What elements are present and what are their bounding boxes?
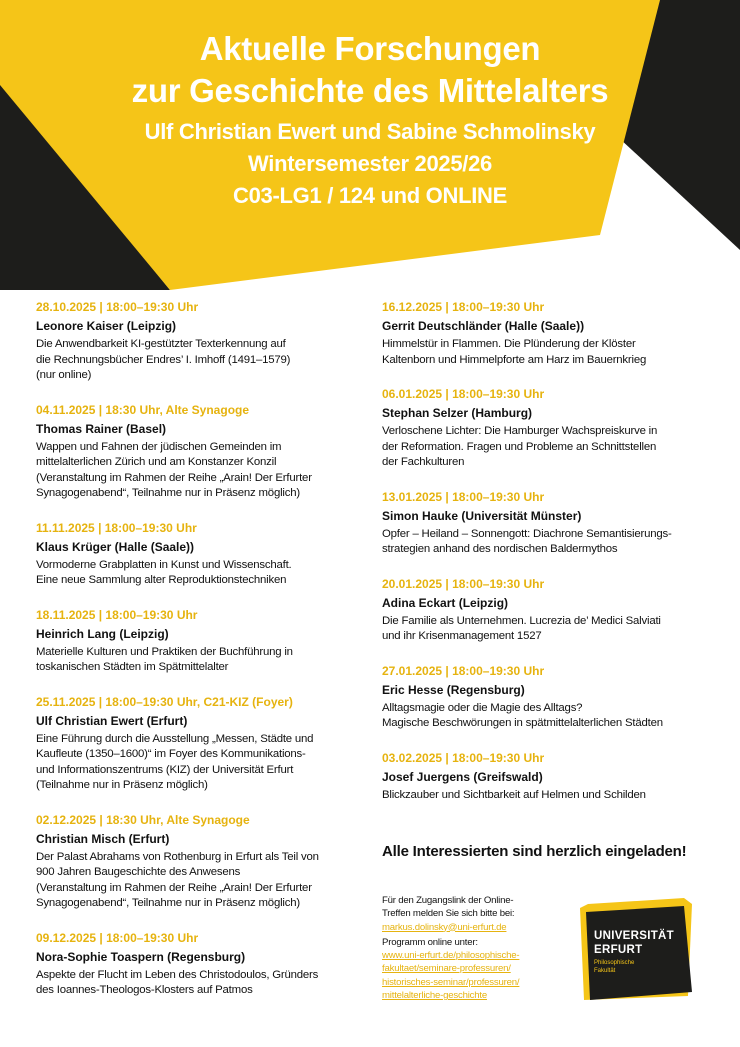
invitation-text: Alle Interessierten sind herzlich eingeladen! <box>382 843 687 860</box>
location: C03-LG1 / 124 und ONLINE <box>233 183 507 208</box>
event-item <box>36 608 354 676</box>
event-title: Opfer – Heiland – Sonnengott: Diachrone Semantisierungs- strategien anhand des nordischen Baldermythos <box>382 527 672 555</box>
event-item <box>382 577 712 645</box>
event-speaker: Simon Hauke (Universität Münster) <box>382 508 582 523</box>
logo-line-fakultaet: Fakultät <box>594 968 616 974</box>
event-speaker: Christian Misch (Erfurt) <box>36 831 170 846</box>
event-item <box>382 664 712 732</box>
event-speaker: Ulf Christian Ewert (Erfurt) <box>36 713 188 728</box>
event-title: Die Familie als Unternehmen. Lucrezia de’ Medici Salviati und ihr Krisenmanagement 1527 <box>382 614 661 642</box>
event-date: 16.12.2025 | 18:00–19:30 Uhr <box>382 300 545 314</box>
events-right-column <box>382 300 712 822</box>
event-item <box>36 300 354 384</box>
event-title: Aspekte der Flucht im Leben des Christodoulos, Gründers des Ioannes-Theologos-Klosters auf Patmos <box>36 968 319 996</box>
event-title: Der Palast Abrahams von Rothenburg in Erfurt als Teil von 900 Jahren Baugeschichte des Anwesens (Veranstaltung im Rahmen der Reihe „Arain! Der Erfurter Synagogenabend“, Teilnahme nur in Präsenz möglich) <box>36 850 319 909</box>
event-title: Wappen und Fahnen der jüdischen Gemeinden im mittelalterlichen Zürich und am Konstanzer Konzil (Veranstaltung im Rahmen der Reihe „Arain! Der Erfurter Synagogenabend“, Teilnahme nur in Präsenz möglich) <box>36 440 312 499</box>
event-title: Himmelstür in Flammen. Die Plünderung der Klöster Kaltenborn und Himmelpforte am Harz im Bauernkrieg <box>382 338 647 366</box>
page-title-line1: Aktuelle Forschungen <box>199 30 541 67</box>
event-date: 18.11.2025 | 18:00–19:30 Uhr <box>36 607 198 622</box>
zugang-text: Für den Zugangslink der Online- Treffen melden Sie sich bitte bei: <box>382 895 515 920</box>
event-title: Materielle Kulturen und Praktiken der Buchführung in toskanischen Städten im Spätmittelalter <box>36 645 293 673</box>
event-speaker: Heinrich Lang (Leipzig) <box>36 626 169 641</box>
event-speaker: Adina Eckart (Leipzig) <box>382 595 509 610</box>
event-speaker: Klaus Krüger (Halle (Saale)) <box>36 539 195 554</box>
event-speaker: Gerrit Deutschländer (Halle (Saale)) <box>382 319 585 333</box>
event-item <box>382 751 712 804</box>
event-title: Verloschene Lichter: Die Hamburger Wachspreiskurve in der Reformation. Fragen und Probleme an Schnittstellen der Fachkulturen <box>382 425 658 468</box>
events-left-column <box>36 300 354 1018</box>
page-title-line2: zur Geschichte des Mittelalters <box>131 72 609 109</box>
email-link[interactable]: markus.dolinsky@uni-erfurt.de <box>382 921 507 933</box>
programm-label: Programm online unter: <box>382 936 478 948</box>
event-date: 20.01.2025 | 18:00–19:30 Uhr <box>382 576 545 591</box>
event-date: 09.12.2025 | 18:00–19:30 Uhr <box>36 930 199 945</box>
event-item <box>36 813 354 912</box>
logo-line-faculty: Philosophische <box>594 960 635 966</box>
event-title: Alltagsmagie oder die Magie des Alltags? Magische Beschwörungen in spätmittelalterlichen Städten <box>382 701 663 729</box>
logo-line-universitaet: UNIVERSITÄT <box>594 930 674 942</box>
event-date: 03.02.2025 | 18:00–19:30 Uhr <box>382 750 545 765</box>
event-title: Vormoderne Grabplatten in Kunst und Wissenschaft. Eine neue Sammlung alter Reproduktionstechniken <box>36 558 292 586</box>
event-item <box>36 931 354 999</box>
event-date: 27.01.2025 | 18:00–19:30 Uhr <box>382 663 545 678</box>
program-url-link[interactable]: www.uni-erfurt.de/philosophische- fakultaet/seminare-professuren/ historisches-seminar/professuren/ mittelalterliche-geschichte <box>382 950 520 1002</box>
event-item <box>36 695 354 794</box>
event-item <box>382 300 712 368</box>
contact-block <box>382 894 582 1002</box>
event-speaker: Leonore Kaiser (Leipzig) <box>36 319 177 333</box>
event-item <box>36 521 354 589</box>
logo-line-erfurt: ERFURT <box>594 944 643 956</box>
university-logo <box>580 896 700 1002</box>
event-title: Eine Führung durch die Ausstellung „Messen, Städte und Kaufleute (1350–1600)“ im Foyer des Kommunikations- und Informationszentrums (KIZ) der Universität Erfurt (Teilnahme nur in Präsenz möglich) <box>36 732 314 791</box>
event-date: 02.12.2025 | 18:30 Uhr, Alte Synagoge <box>36 812 250 827</box>
event-speaker: Stephan Selzer (Hamburg) <box>382 406 533 420</box>
event-item <box>382 387 712 471</box>
event-speaker: Eric Hesse (Regensburg) <box>382 682 525 697</box>
event-speaker: Josef Juergens (Greifswald) <box>382 769 543 784</box>
event-date: 13.01.2025 | 18:00–19:30 Uhr <box>382 489 545 504</box>
semester: Wintersemester 2025/26 <box>248 151 492 176</box>
event-date: 11.11.2025 | 18:00–19:30 Uhr <box>36 520 197 535</box>
event-speaker: Thomas Rainer (Basel) <box>36 421 167 436</box>
event-title: Blickzauber und Sichtbarkeit auf Helmen und Schilden <box>382 788 646 801</box>
event-date: 25.11.2025 | 18:00–19:30 Uhr, C21-KIZ (Foyer) <box>36 694 293 709</box>
event-speaker: Nora-Sophie Toaspern (Regensburg) <box>36 949 246 964</box>
authors: Ulf Christian Ewert und Sabine Schmolinsky <box>144 119 596 144</box>
event-title: Die Anwendbarkeit KI-gestützter Texterkennung auf die Rechnungsbücher Endres’ I. Imhoff (1491–1579) (nur online) <box>36 338 291 381</box>
event-date: 06.01.2025 | 18:00–19:30 Uhr <box>382 387 545 401</box>
event-item <box>382 490 712 558</box>
event-date: 04.11.2025 | 18:30 Uhr, Alte Synagoge <box>36 402 250 417</box>
event-item <box>36 403 354 502</box>
event-date: 28.10.2025 | 18:00–19:30 Uhr <box>36 300 199 314</box>
